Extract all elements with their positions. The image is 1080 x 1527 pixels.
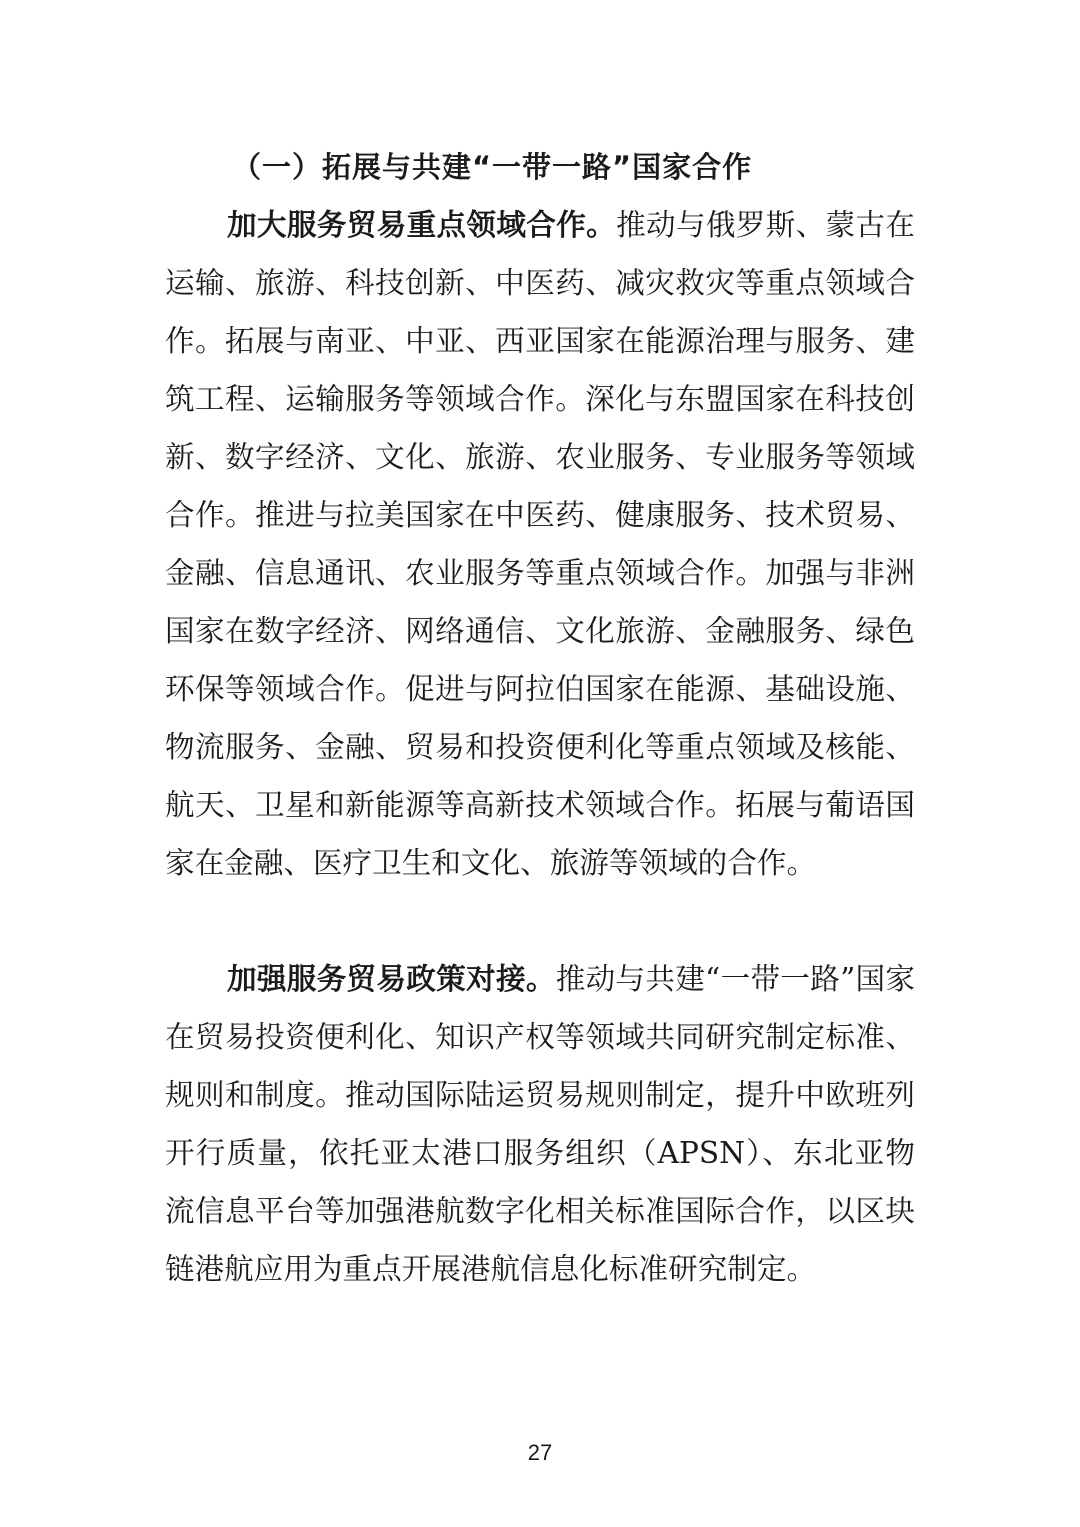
paragraph-2-lead: 加强服务贸易政策对接。 [227,962,556,996]
page-number: 27 [527,1440,553,1465]
paragraph-1-lead: 加大服务贸易重点领域合作。 [227,208,617,242]
paragraph-2 [165,950,915,1298]
paragraph-2-text: 推动与共建“一带一路”国家在贸易投资便利化、知识产权等领域共同研究制定标准、规则和制度。推动国际陆运贸易规则制定，提升中欧班列开行质量，依托亚太港口服务组织（APSN）、东北亚物流信息平台等加强港航数字化相关标准国际合作，以区块链港航应用为重点开展港航信息化标准研究制定。 [165,962,916,1286]
paragraph-1-text: 推动与俄罗斯、蒙古在运输、旅游、科技创新、中医药、减灾救灾等重点领域合作。拓展与南亚、中亚、西亚国家在能源治理与服务、建筑工程、运输服务等领域合作。深化与东盟国家在科技创新、数字经济、文化、旅游、农业服务、专业服务等领域合作。推进与拉美国家在中医药、健康服务、技术贸易、金融、信息通讯、农业服务等重点领域合作。加强与非洲国家在数字经济、网络通信、文化旅游、金融服务、绿色环保等领域合作。促进与阿拉伯国家在能源、基础设施、物流服务、金融、贸易和投资便利化等重点领域及核能、航天、卫星和新能源等高新技术领域合作。拓展与葡语国家在金融、医疗卫生和文化、旅游等领域的合作。 [165,208,916,880]
section-heading: （一）拓展与共建“一带一路”国家合作 [232,150,753,184]
paragraph-1 [165,196,915,892]
